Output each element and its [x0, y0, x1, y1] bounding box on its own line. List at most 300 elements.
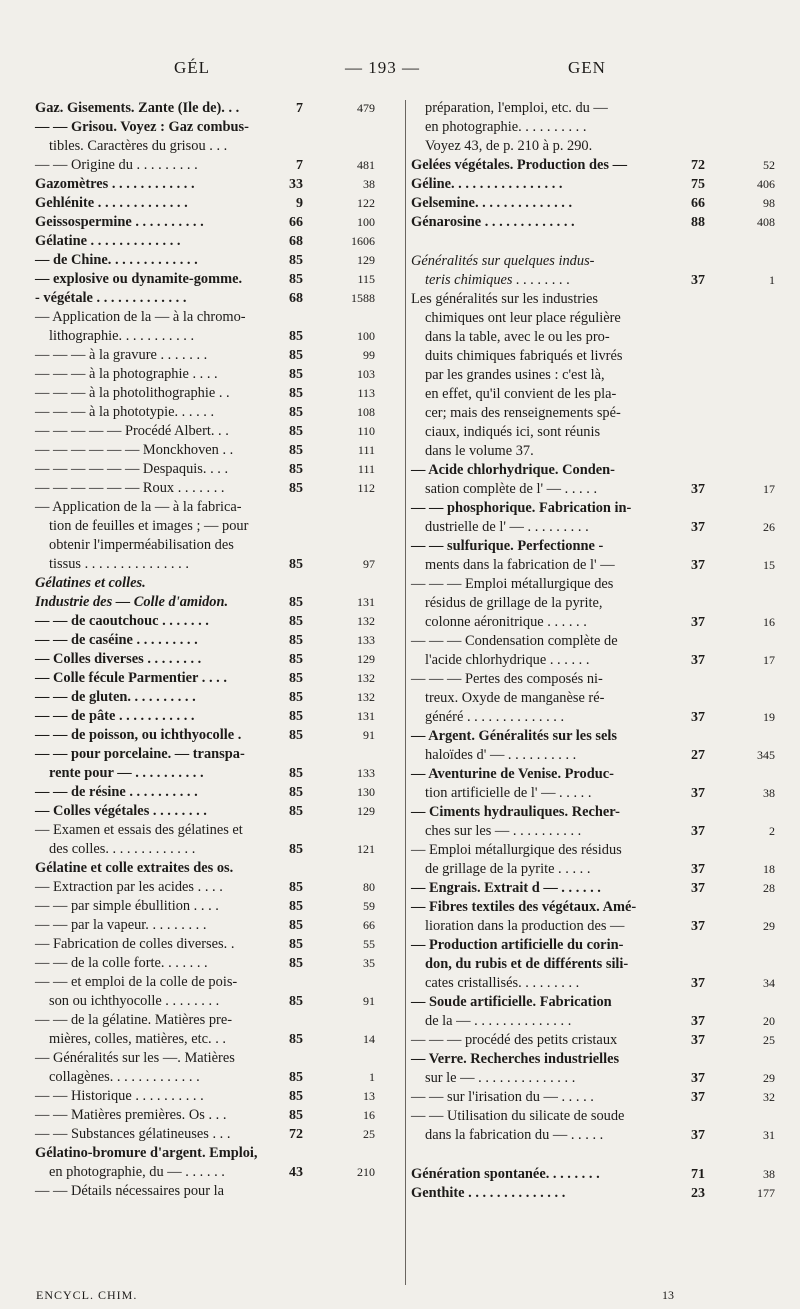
entry-text: — — phosphorique. Fabrication in- — [411, 500, 632, 516]
index-entry-line — [35, 118, 390, 137]
entry-page: 408 — [757, 215, 775, 229]
index-entry-line — [411, 537, 776, 556]
entry-page: 16 — [363, 1108, 375, 1122]
index-entry-line — [411, 1165, 776, 1184]
entry-volume: 72 — [691, 158, 705, 173]
index-entry-line — [35, 194, 390, 213]
entry-page: 19 — [763, 710, 775, 724]
entry-text: obtenir l'imperméabilisation des — [49, 537, 234, 553]
entry-text: préparation, l'emploi, etc. du — — [425, 100, 608, 116]
entry-volume: 85 — [289, 481, 303, 496]
entry-text: — — de pâte . . . . . . . . . . . — [35, 708, 195, 724]
index-entry-line — [35, 612, 390, 631]
entry-text: — Colles végétales . . . . . . . . — [35, 803, 207, 819]
entry-text: — Examen et essais des gélatines et — [35, 822, 243, 838]
entry-page: 113 — [357, 386, 375, 400]
index-entry-line — [35, 213, 390, 232]
entry-volume: 85 — [289, 842, 303, 857]
entry-text: — — Grisou. Voyez : Gaz combus- — [35, 119, 249, 135]
entry-text: — — de caoutchouc . . . . . . . — [35, 613, 209, 629]
entry-text: dans la fabrication du — . . . . . — [425, 1127, 604, 1143]
entry-page: 110 — [357, 424, 375, 438]
entry-volume: 37 — [691, 273, 705, 288]
entry-text: cates cristallisés. . . . . . . . . — [425, 975, 580, 991]
entry-text: — — sur l'irisation du — . . . . . — [411, 1089, 594, 1105]
entry-text: — — — à la phototypie. . . . . . — [35, 404, 215, 420]
index-entry-line — [35, 1144, 390, 1163]
entry-page: 112 — [357, 481, 375, 495]
entry-text: Géline. . . . . . . . . . . . . . . . — [411, 176, 563, 192]
entry-text: — — — — — — Monckhoven . . — [35, 442, 234, 458]
entry-volume: 37 — [691, 482, 705, 497]
index-entry-line — [411, 727, 776, 746]
index-entry-line — [35, 156, 390, 175]
entry-volume: 85 — [289, 329, 303, 344]
index-entry-line — [35, 1049, 390, 1068]
entry-volume: 85 — [289, 595, 303, 610]
entry-text: — — sulfurique. Perfectionne - — [411, 538, 604, 554]
entry-text: collagènes. . . . . . . . . . . . . — [49, 1069, 200, 1085]
entry-page: 1 — [369, 1070, 375, 1084]
index-entry-line — [411, 518, 776, 537]
index-entry-line — [411, 118, 776, 137]
entry-page: 129 — [357, 253, 375, 267]
index-entry-line — [411, 917, 776, 936]
entry-text: dustrielle de l' — . . . . . . . . . — [425, 519, 589, 535]
entry-volume: 85 — [289, 405, 303, 420]
entry-volume: 85 — [289, 899, 303, 914]
entry-text: ches sur les — . . . . . . . . . . — [425, 823, 582, 839]
index-entry-line — [35, 707, 390, 726]
entry-text: Gelées végétales. Production des — — [411, 157, 627, 173]
entry-volume: 37 — [691, 786, 705, 801]
index-entry-line — [411, 423, 776, 442]
index-entry-line — [35, 536, 390, 555]
entry-text: — — — à la photolithographie . . — [35, 385, 230, 401]
entry-volume: 72 — [289, 1127, 303, 1142]
entry-volume: 68 — [289, 234, 303, 249]
index-entry-line — [35, 422, 390, 441]
entry-text: Voyez 43, de p. 210 à p. 290. — [425, 138, 593, 154]
entry-text: lithographie. . . . . . . . . . . — [49, 328, 195, 344]
entry-text: de grillage de la pyrite . . . . . — [425, 861, 591, 877]
entry-text: mières, colles, matières, etc. . . — [49, 1031, 227, 1047]
entry-text: en effet, qu'il convient de les pla- — [425, 386, 617, 402]
index-entry-line — [35, 745, 390, 764]
entry-page: 2 — [769, 824, 775, 838]
index-entry-line — [411, 1088, 776, 1107]
entry-text: Gelsemine. . . . . . . . . . . . . . — [411, 195, 573, 211]
entry-page: 38 — [763, 786, 775, 800]
entry-text: généré . . . . . . . . . . . . . . — [425, 709, 565, 725]
entry-text: chimiques ont leur place régulière — [425, 310, 621, 326]
index-entry-line — [411, 879, 776, 898]
entry-text: — — de la gélatine. Matières pre- — [35, 1012, 232, 1028]
entry-text: sur le — . . . . . . . . . . . . . . — [425, 1070, 576, 1086]
entry-text: — Acide chlorhydrique. Conden- — [411, 462, 615, 478]
index-entry-line — [35, 289, 390, 308]
index-entry-line — [35, 821, 390, 840]
entry-text: ments dans la fabrication de l' — — [425, 557, 615, 573]
entry-page: 108 — [357, 405, 375, 419]
entry-text: teris chimiques . . . . . . . . — [425, 272, 571, 288]
index-entry-line — [35, 840, 390, 859]
entry-page: 55 — [363, 937, 375, 951]
index-entry-line — [411, 404, 776, 423]
entry-volume: 85 — [289, 424, 303, 439]
entry-page: 131 — [357, 595, 375, 609]
index-entry-line — [411, 613, 776, 632]
entry-volume: 85 — [289, 690, 303, 705]
entry-text: don, du rubis et de différents sili- — [425, 956, 629, 972]
entry-volume: 85 — [289, 614, 303, 629]
entry-volume: 85 — [289, 804, 303, 819]
entry-page: 28 — [763, 881, 775, 895]
entry-page: 20 — [763, 1014, 775, 1028]
header-page-number: — 193 — — [345, 58, 420, 77]
entry-text: — — de la colle forte. . . . . . . — [35, 955, 208, 971]
entry-volume: 85 — [289, 994, 303, 1009]
footer-volume-label: ENCYCL. CHIM. — [36, 1288, 138, 1302]
index-entry-line — [411, 366, 776, 385]
index-entry-line — [35, 935, 390, 954]
index-entry-line — [35, 916, 390, 935]
entry-volume: 37 — [691, 881, 705, 896]
index-entry-line — [35, 327, 390, 346]
entry-volume: 85 — [289, 386, 303, 401]
entry-volume: 85 — [289, 1108, 303, 1123]
entry-page: 13 — [363, 1089, 375, 1103]
index-entry-line — [411, 898, 776, 917]
entry-volume: 85 — [289, 709, 303, 724]
entry-page: 32 — [763, 1090, 775, 1104]
entry-text: — Ciments hydrauliques. Recher- — [411, 804, 620, 820]
index-entry-line — [35, 954, 390, 973]
entry-page: 100 — [357, 215, 375, 229]
entry-text: — — par simple ébullition . . . . — [35, 898, 219, 914]
left-index-column — [35, 99, 390, 1201]
entry-volume: 85 — [289, 766, 303, 781]
entry-text: Industrie des — Colle d'amidon. — [35, 594, 229, 610]
entry-text: — — Substances gélatineuses . . . — [35, 1126, 231, 1142]
index-entry-line — [35, 669, 390, 688]
entry-volume: 66 — [691, 196, 705, 211]
entry-page: 35 — [363, 956, 375, 970]
entry-text: — — — Pertes des composés ni- — [411, 671, 603, 687]
entry-text: par les grandes usines : c'est là, — [425, 367, 605, 383]
entry-text: — Soude artificielle. Fabrication — [411, 994, 612, 1010]
entry-volume: 71 — [691, 1167, 705, 1182]
entry-page: 25 — [763, 1033, 775, 1047]
entry-text: tion artificielle de l' — . . . . . — [425, 785, 592, 801]
entry-page: 17 — [763, 653, 775, 667]
index-entry-line — [35, 802, 390, 821]
entry-text: — — — procédé des petits cristaux — [411, 1032, 618, 1048]
index-entry-line — [411, 99, 776, 118]
index-entry-line — [411, 784, 776, 803]
entry-page: 115 — [357, 272, 375, 286]
entry-volume: 66 — [289, 215, 303, 230]
entry-page: 1588 — [351, 291, 375, 305]
entry-text: — Fabrication de colles diverses. . — [35, 936, 235, 952]
entry-text: de la — . . . . . . . . . . . . . . — [425, 1013, 572, 1029]
index-entry-line — [35, 878, 390, 897]
entry-page: 132 — [357, 690, 375, 704]
entry-volume: 75 — [691, 177, 705, 192]
entry-volume: 85 — [289, 918, 303, 933]
index-entry-line — [35, 175, 390, 194]
index-entry-line — [411, 841, 776, 860]
entry-text: Gaz. Gisements. Zante (Ile de). . . — [35, 100, 240, 116]
entry-text: en photographie, du — . . . . . . — [49, 1164, 225, 1180]
entry-page: 177 — [757, 1186, 775, 1200]
entry-volume: 37 — [691, 1033, 705, 1048]
entry-volume: 37 — [691, 1090, 705, 1105]
index-entry-line — [35, 783, 390, 802]
entry-page: 100 — [357, 329, 375, 343]
entry-page: 121 — [357, 842, 375, 856]
index-entry-line — [35, 1030, 390, 1049]
entry-page: 406 — [757, 177, 775, 191]
entry-text: Génération spontanée. . . . . . . . — [411, 1166, 600, 1182]
entry-page: 98 — [763, 196, 775, 210]
index-entry-line — [35, 251, 390, 270]
entry-page: 18 — [763, 862, 775, 876]
page-header — [0, 58, 800, 88]
entry-page: 38 — [363, 177, 375, 191]
entry-page: 80 — [363, 880, 375, 894]
index-entry-line — [411, 1012, 776, 1031]
footer-signature-number: 13 — [662, 1288, 674, 1302]
index-entry-line — [411, 689, 776, 708]
entry-text: cer; mais des renseignements spé- — [425, 405, 621, 421]
entry-text: — — — Emploi métallurgique des — [411, 576, 614, 592]
entry-text: rente pour — . . . . . . . . . . — [49, 765, 204, 781]
entry-page: 210 — [357, 1165, 375, 1179]
index-entry-line — [35, 973, 390, 992]
index-entry-line — [411, 993, 776, 1012]
entry-text: — — de résine . . . . . . . . . . — [35, 784, 198, 800]
index-entry-line — [35, 764, 390, 783]
entry-volume: 37 — [691, 1128, 705, 1143]
entry-page: 15 — [763, 558, 775, 572]
entry-page: 481 — [357, 158, 375, 172]
entry-volume: 85 — [289, 443, 303, 458]
entry-volume: 43 — [289, 1165, 303, 1180]
index-entry-line — [411, 309, 776, 328]
index-entry-line — [411, 556, 776, 575]
index-entry-line — [35, 517, 390, 536]
entry-text: — — — à la photographie . . . . — [35, 366, 218, 382]
header-right-guideword: GEN — [568, 58, 606, 77]
entry-volume: 85 — [289, 671, 303, 686]
index-entry-line — [411, 955, 776, 974]
entry-text: Les généralités sur les industries — [411, 291, 599, 307]
entry-volume: 7 — [296, 158, 303, 173]
entry-volume: 33 — [289, 177, 303, 192]
entry-page: 91 — [363, 994, 375, 1008]
entry-text: — Application de la — à la fabrica- — [35, 499, 242, 515]
entry-volume: 85 — [289, 785, 303, 800]
right-index-column — [411, 99, 776, 1203]
index-entry-line — [35, 650, 390, 669]
index-entry-line — [411, 385, 776, 404]
entry-text: Généralités sur quelques indus- — [411, 253, 595, 269]
entry-text: — — et emploi de la colle de pois- — [35, 974, 238, 990]
entry-text: Gélatine et colle extraites des os. — [35, 860, 234, 876]
entry-volume: 85 — [289, 1070, 303, 1085]
index-entry-line — [411, 194, 776, 213]
entry-text: — Fibres textiles des végétaux. Amé- — [411, 899, 637, 915]
entry-page: 29 — [763, 919, 775, 933]
entry-text: l'acide chlorhydrique . . . . . . — [425, 652, 590, 668]
entry-text: — Production artificielle du corin- — [411, 937, 624, 953]
entry-page: 38 — [763, 1167, 775, 1181]
index-entry-line — [35, 365, 390, 384]
entry-text: — — — — — Procédé Albert. . . — [35, 423, 229, 439]
entry-text: son ou ichthyocolle . . . . . . . . — [49, 993, 220, 1009]
entry-page: 14 — [363, 1032, 375, 1046]
entry-text: — — — — — — Roux . . . . . . . — [35, 480, 225, 496]
entry-page: 97 — [363, 557, 375, 571]
entry-text: duits chimiques fabriqués et livrés — [425, 348, 623, 364]
entry-volume: 88 — [691, 215, 705, 230]
entry-volume: 85 — [289, 253, 303, 268]
entry-text: — — Détails nécessaires pour la — [35, 1183, 225, 1199]
index-entry-line — [411, 575, 776, 594]
index-entry-line — [411, 461, 776, 480]
entry-volume: 9 — [296, 196, 303, 211]
index-entry-line — [411, 290, 776, 309]
entry-page: 129 — [357, 652, 375, 666]
entry-text: — Verre. Recherches industrielles — [411, 1051, 620, 1067]
entry-text: — — Origine du . . . . . . . . . — [35, 157, 198, 173]
index-entry-line — [411, 651, 776, 670]
entry-volume: 85 — [289, 652, 303, 667]
index-entry-line — [35, 1163, 390, 1182]
entry-page: 479 — [357, 101, 375, 115]
index-entry-line — [411, 860, 776, 879]
index-entry-line — [35, 1106, 390, 1125]
entry-text: lioration dans la production des — — [425, 918, 625, 934]
entry-text: en photographie. . . . . . . . . . — [425, 119, 587, 135]
entry-volume: 37 — [691, 976, 705, 991]
entry-volume: 37 — [691, 520, 705, 535]
entry-volume: 23 — [691, 1186, 705, 1201]
index-entry-line — [411, 480, 776, 499]
index-entry-line — [35, 688, 390, 707]
index-entry-line — [35, 308, 390, 327]
entry-page: 29 — [763, 1071, 775, 1085]
entry-page: 129 — [357, 804, 375, 818]
entry-volume: 7 — [296, 101, 303, 116]
entry-text: — Extraction par les acides . . . . — [35, 879, 223, 895]
entry-volume: 85 — [289, 728, 303, 743]
entry-text: — de Chine. . . . . . . . . . . . . — [35, 252, 198, 268]
index-entry-line — [411, 213, 776, 232]
entry-text: tissus . . . . . . . . . . . . . . . — [49, 556, 189, 572]
index-entry-line — [411, 746, 776, 765]
index-entry-line — [411, 442, 776, 461]
entry-volume: 85 — [289, 348, 303, 363]
entry-volume: 85 — [289, 557, 303, 572]
entry-text: — — — — — — Despaquis. . . . — [35, 461, 229, 477]
index-entry-line — [35, 346, 390, 365]
index-entry-line — [35, 1068, 390, 1087]
index-entry-line — [35, 859, 390, 878]
entry-text: Geissospermine . . . . . . . . . . — [35, 214, 204, 230]
entry-page: 31 — [763, 1128, 775, 1142]
index-entry-line — [35, 498, 390, 517]
index-entry-line — [411, 1050, 776, 1069]
entry-page: 131 — [357, 709, 375, 723]
entry-page: 132 — [357, 671, 375, 685]
entry-volume: 85 — [289, 462, 303, 477]
entry-text: tibles. Caractères du grisou . . . — [49, 138, 228, 154]
entry-text: Gélatine . . . . . . . . . . . . . — [35, 233, 181, 249]
entry-text: Gazomètres . . . . . . . . . . . . — [35, 176, 195, 192]
entry-text: Génarosine . . . . . . . . . . . . . — [411, 214, 575, 230]
entry-text: — Emploi métallurgique des résidus — [411, 842, 622, 858]
index-entry-line — [35, 479, 390, 498]
index-entry-line — [35, 99, 390, 118]
entry-volume: 85 — [289, 633, 303, 648]
entry-text: — — Utilisation du silicate de soude — [411, 1108, 625, 1124]
entry-page: 17 — [763, 482, 775, 496]
entry-text: — — par la vapeur. . . . . . . . . — [35, 917, 207, 933]
entry-text: — — Matières premières. Os . . . — [35, 1107, 227, 1123]
index-entry-line — [411, 803, 776, 822]
entry-page: 99 — [363, 348, 375, 362]
index-entry-line — [35, 232, 390, 251]
entry-text: Gehlénite . . . . . . . . . . . . . — [35, 195, 188, 211]
entry-text: — explosive ou dynamite-gomme. — [35, 271, 243, 287]
index-entry-line — [35, 1125, 390, 1144]
index-entry-line — [411, 1069, 776, 1088]
index-entry-line — [35, 1011, 390, 1030]
entry-volume: 85 — [289, 937, 303, 952]
entry-text: — Application de la — à la chromo- — [35, 309, 246, 325]
index-entry-line — [411, 271, 776, 290]
entry-volume: 37 — [691, 710, 705, 725]
entry-text: — — de poisson, ou ichthyocolle . — [35, 727, 242, 743]
entry-text: — Argent. Généralités sur les sels — [411, 728, 617, 744]
entry-text: Gélatines et colles. — [35, 575, 146, 591]
entry-page: 25 — [363, 1127, 375, 1141]
index-entry-line — [411, 708, 776, 727]
index-entry-line — [35, 593, 390, 612]
index-entry-line — [411, 1031, 776, 1050]
entry-text: — — de caséine . . . . . . . . . — [35, 632, 198, 648]
entry-text: — — Historique . . . . . . . . . . — [35, 1088, 204, 1104]
index-entry-line — [35, 897, 390, 916]
index-entry-line — [35, 555, 390, 574]
entry-volume: 85 — [289, 956, 303, 971]
entry-text: Gélatino-bromure d'argent. Emploi, — [35, 1145, 258, 1161]
entry-page: 59 — [363, 899, 375, 913]
entry-page: 34 — [763, 976, 775, 990]
entry-volume: 37 — [691, 558, 705, 573]
index-entry-line — [35, 270, 390, 289]
index-entry-line — [35, 441, 390, 460]
index-entry-line — [35, 1087, 390, 1106]
index-entry-line — [35, 403, 390, 422]
entry-volume: 85 — [289, 880, 303, 895]
entry-page: 26 — [763, 520, 775, 534]
entry-text: treux. Oxyde de manganèse ré- — [425, 690, 605, 706]
entry-text: — — pour porcelaine. — transpa- — [35, 746, 245, 762]
index-entry-line — [411, 670, 776, 689]
